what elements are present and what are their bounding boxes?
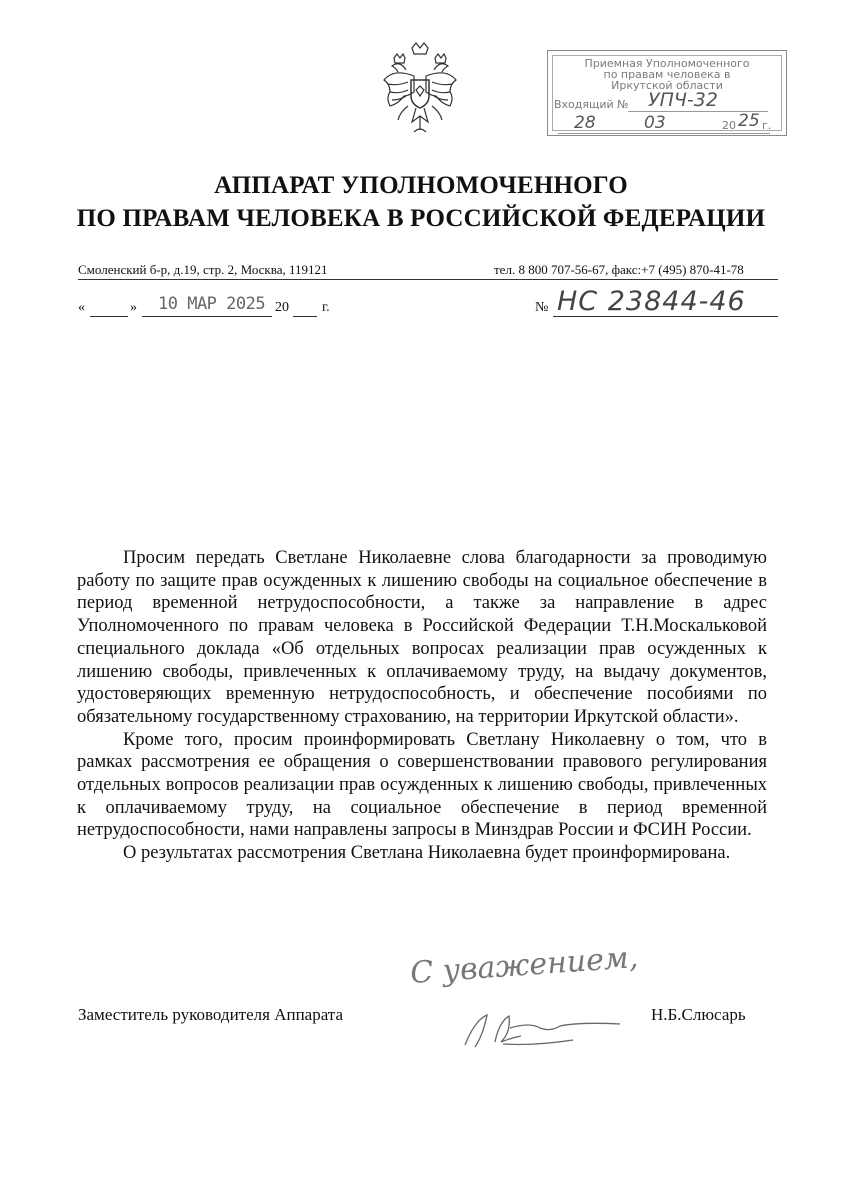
stamp-year-end: г. — [762, 119, 772, 132]
handwritten-note-text: С уважением, — [409, 940, 640, 991]
date-close-quote: » — [130, 300, 137, 315]
body-paragraph: О результатах рассмотрения Светлана Николаевна будет проинформирована. — [123, 843, 731, 864]
stamp-year-prefix: 20 — [722, 119, 736, 132]
signatory-name: Н.Б.Слюсарь — [651, 1005, 746, 1024]
page-title-line-1: АППАРАТ УПОЛНОМОЧЕННОГО — [214, 172, 628, 199]
body-paragraph: Просим передать Светлане Николаевне слова благодарности за проводимую работу по защите прав осужденных к лишению свободы на социальное обеспечение в период временной нетрудоспособности, а также за направление в адрес Уполномоченного по правам человека в Российской Федерации Т.Н.Москальковой специального доклада «Об отдельных вопросах реализации прав осужденных к лишению свободы, привлеченных к оплачиваемому труду, на выдачу документов, удостоверяющих временную нетрудоспособность, и обеспечение пособиями по обязательному государственному страхованию, на территории Иркутской области». — [77, 548, 767, 727]
date-open-quote: « — [78, 300, 85, 315]
document-number-field — [535, 286, 780, 318]
stamp-day: 28 — [574, 113, 596, 133]
stamp-month: 03 — [644, 113, 666, 133]
number-value: НС 23844-46 — [557, 286, 746, 317]
stamp-incoming-number: УПЧ-32 — [648, 89, 718, 111]
date-stamp: 10 МАР 2025 — [158, 294, 266, 314]
stamp-line-2: по правам человека в — [603, 68, 731, 81]
address: Смоленский б-р, д.19, стр. 2, Москва, 119121 — [78, 262, 328, 277]
stamp-incoming-label: Входящий № — [554, 98, 629, 111]
signature-icon — [455, 1000, 625, 1060]
contacts: тел. 8 800 707-56-67, факс:+7 (495) 870-41-78 — [494, 262, 744, 277]
coat-of-arms-icon — [378, 40, 462, 140]
stamp-line-1: Приемная Уполномоченного — [584, 57, 750, 70]
date-year-prefix: 20 — [275, 300, 289, 315]
stamp-year-suffix: 25 — [738, 111, 760, 131]
page-title-line-2: ПО ПРАВАМ ЧЕЛОВЕКА В РОССИЙСКОЙ ФЕДЕРАЦИИ — [76, 205, 766, 232]
body-paragraph: Кроме того, просим проинформировать Светлану Николаевну о том, что в рамках рассмотрения ее обращения о совершенствовании правового регулирования отдельных вопросов реализации прав осужденных к лишению свободы, привлеченных к оплачиваемому труду, на социальное обеспечение в период временной нетрудоспособности, нами направлены запросы в Минздрав России и ФСИН России. — [77, 729, 767, 841]
stamp-line-3: Иркутской области — [611, 79, 723, 92]
letter-body — [77, 547, 767, 865]
registration-stamp — [547, 50, 787, 136]
number-label: № — [535, 300, 549, 315]
handwritten-note — [409, 940, 650, 998]
date-field — [78, 296, 343, 318]
signatory-position: Заместитель руководителя Аппарата — [78, 1005, 343, 1024]
header-divider — [78, 279, 778, 280]
date-year-suffix: г. — [322, 300, 330, 315]
